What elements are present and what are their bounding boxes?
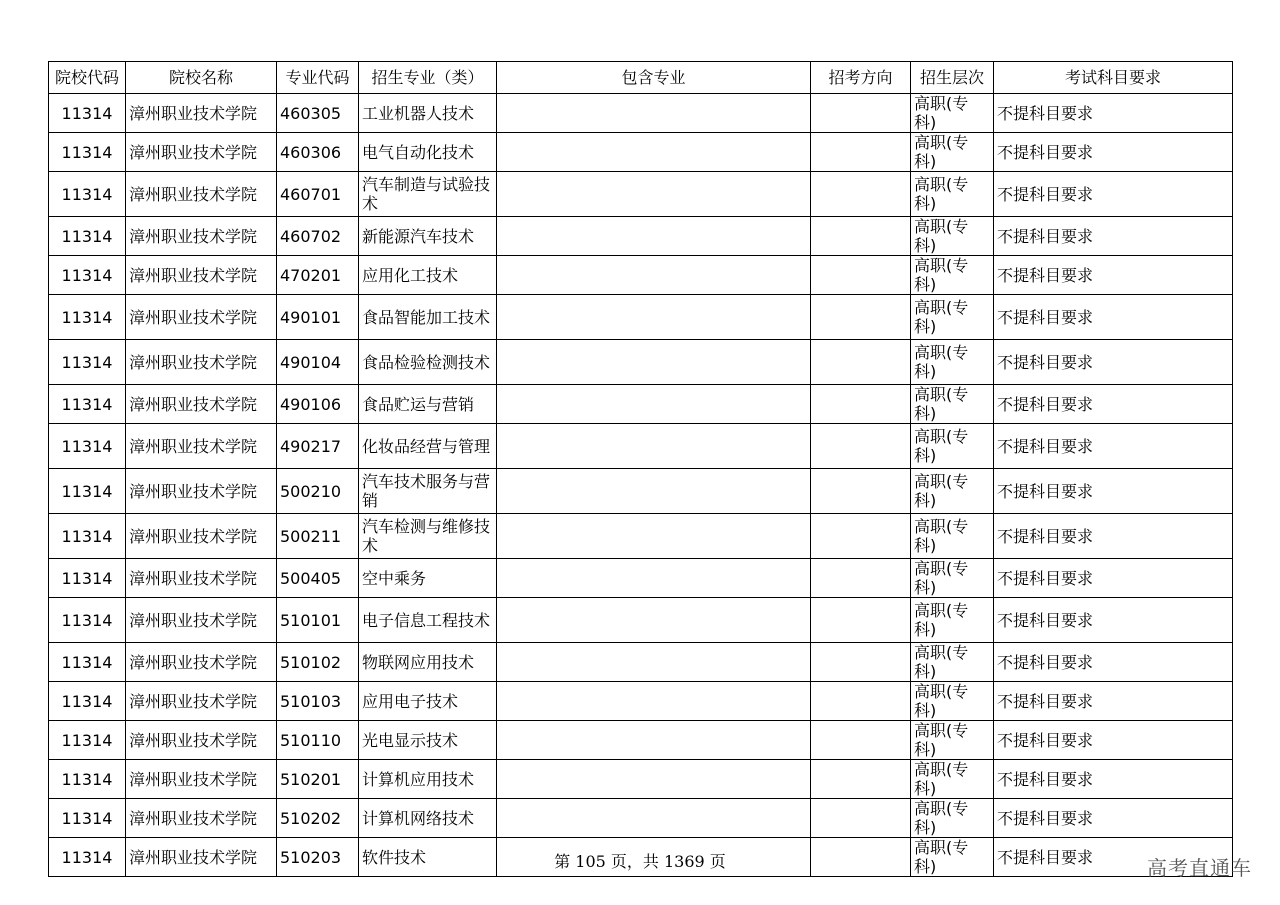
cell-included-majors bbox=[497, 559, 811, 598]
cell-school-code: 11314 bbox=[49, 721, 126, 760]
cell-level: 高职(专科) bbox=[911, 559, 994, 598]
cell-school-name: 漳州职业技术学院 bbox=[126, 172, 277, 217]
cell-school-name: 漳州职业技术学院 bbox=[126, 721, 277, 760]
cell-school-name: 漳州职业技术学院 bbox=[126, 514, 277, 559]
cell-requirement: 不提科目要求 bbox=[994, 172, 1233, 217]
cell-requirement: 不提科目要求 bbox=[994, 256, 1233, 295]
cell-direction bbox=[811, 799, 911, 838]
table-row bbox=[49, 469, 1233, 514]
cell-level: 高职(专科) bbox=[911, 424, 994, 469]
cell-major: 化妆品经营与管理 bbox=[359, 424, 497, 469]
cell-school-name: 漳州职业技术学院 bbox=[126, 559, 277, 598]
cell-direction bbox=[811, 295, 911, 340]
cell-included-majors bbox=[497, 217, 811, 256]
cell-requirement: 不提科目要求 bbox=[994, 424, 1233, 469]
table-row bbox=[49, 172, 1233, 217]
cell-school-code: 11314 bbox=[49, 682, 126, 721]
cell-school-name: 漳州职业技术学院 bbox=[126, 340, 277, 385]
table-row bbox=[49, 514, 1233, 559]
cell-major: 电气自动化技术 bbox=[359, 133, 497, 172]
cell-included-majors bbox=[497, 598, 811, 643]
cell-major-code: 460702 bbox=[277, 217, 359, 256]
cell-direction bbox=[811, 559, 911, 598]
cell-direction bbox=[811, 598, 911, 643]
cell-level: 高职(专科) bbox=[911, 133, 994, 172]
cell-major: 应用化工技术 bbox=[359, 256, 497, 295]
table-row bbox=[49, 217, 1233, 256]
header-direction: 招考方向 bbox=[811, 62, 911, 94]
cell-direction bbox=[811, 424, 911, 469]
table-row bbox=[49, 424, 1233, 469]
cell-requirement: 不提科目要求 bbox=[994, 469, 1233, 514]
header-school-name: 院校名称 bbox=[126, 62, 277, 94]
cell-level: 高职(专科) bbox=[911, 760, 994, 799]
cell-major: 物联网应用技术 bbox=[359, 643, 497, 682]
header-included-majors: 包含专业 bbox=[497, 62, 811, 94]
table-row bbox=[49, 760, 1233, 799]
cell-included-majors bbox=[497, 682, 811, 721]
cell-major: 应用电子技术 bbox=[359, 682, 497, 721]
cell-major: 电子信息工程技术 bbox=[359, 598, 497, 643]
table-row bbox=[49, 721, 1233, 760]
cell-major: 汽车检测与维修技术 bbox=[359, 514, 497, 559]
cell-direction bbox=[811, 133, 911, 172]
cell-major-code: 460701 bbox=[277, 172, 359, 217]
cell-major: 软件技术 bbox=[359, 838, 497, 877]
cell-requirement: 不提科目要求 bbox=[994, 133, 1233, 172]
cell-requirement: 不提科目要求 bbox=[994, 559, 1233, 598]
cell-level: 高职(专科) bbox=[911, 172, 994, 217]
cell-school-name: 漳州职业技术学院 bbox=[126, 682, 277, 721]
header-major-code: 专业代码 bbox=[277, 62, 359, 94]
cell-included-majors bbox=[497, 133, 811, 172]
cell-level: 高职(专科) bbox=[911, 469, 994, 514]
cell-major-code: 500405 bbox=[277, 559, 359, 598]
cell-requirement: 不提科目要求 bbox=[994, 799, 1233, 838]
cell-school-code: 11314 bbox=[49, 838, 126, 877]
cell-included-majors bbox=[497, 385, 811, 424]
cell-major-code: 510203 bbox=[277, 838, 359, 877]
cell-requirement: 不提科目要求 bbox=[994, 94, 1233, 133]
cell-requirement: 不提科目要求 bbox=[994, 385, 1233, 424]
table-row bbox=[49, 682, 1233, 721]
cell-major-code: 510103 bbox=[277, 682, 359, 721]
header-requirement: 考试科目要求 bbox=[994, 62, 1233, 94]
cell-school-name: 漳州职业技术学院 bbox=[126, 424, 277, 469]
table-row bbox=[49, 799, 1233, 838]
table-row bbox=[49, 133, 1233, 172]
cell-level: 高职(专科) bbox=[911, 682, 994, 721]
cell-requirement: 不提科目要求 bbox=[994, 760, 1233, 799]
cell-requirement: 不提科目要求 bbox=[994, 682, 1233, 721]
cell-school-code: 11314 bbox=[49, 514, 126, 559]
table-row bbox=[49, 559, 1233, 598]
table-body bbox=[49, 94, 1233, 877]
cell-school-code: 11314 bbox=[49, 424, 126, 469]
cell-major: 光电显示技术 bbox=[359, 721, 497, 760]
cell-included-majors bbox=[497, 799, 811, 838]
cell-included-majors bbox=[497, 340, 811, 385]
cell-direction bbox=[811, 94, 911, 133]
cell-level: 高职(专科) bbox=[911, 514, 994, 559]
cell-direction bbox=[811, 643, 911, 682]
cell-included-majors bbox=[497, 514, 811, 559]
cell-school-code: 11314 bbox=[49, 340, 126, 385]
cell-direction bbox=[811, 385, 911, 424]
cell-level: 高职(专科) bbox=[911, 721, 994, 760]
cell-major: 食品检验检测技术 bbox=[359, 340, 497, 385]
table-row bbox=[49, 340, 1233, 385]
cell-requirement: 不提科目要求 bbox=[994, 217, 1233, 256]
header-school-code: 院校代码 bbox=[49, 62, 126, 94]
cell-level: 高职(专科) bbox=[911, 385, 994, 424]
cell-major-code: 510102 bbox=[277, 643, 359, 682]
cell-school-code: 11314 bbox=[49, 799, 126, 838]
cell-school-name: 漳州职业技术学院 bbox=[126, 469, 277, 514]
cell-direction bbox=[811, 682, 911, 721]
page-footer: 第 105 页，共 1369 页 bbox=[554, 852, 726, 871]
table-row bbox=[49, 385, 1233, 424]
cell-included-majors bbox=[497, 295, 811, 340]
cell-level: 高职(专科) bbox=[911, 340, 994, 385]
cell-level: 高职(专科) bbox=[911, 643, 994, 682]
cell-requirement: 不提科目要求 bbox=[994, 514, 1233, 559]
cell-direction bbox=[811, 340, 911, 385]
cell-major: 食品智能加工技术 bbox=[359, 295, 497, 340]
header-major: 招生专业（类） bbox=[359, 62, 497, 94]
cell-included-majors bbox=[497, 424, 811, 469]
cell-requirement: 不提科目要求 bbox=[994, 643, 1233, 682]
cell-level: 高职(专科) bbox=[911, 94, 994, 133]
cell-school-name: 漳州职业技术学院 bbox=[126, 94, 277, 133]
cell-direction bbox=[811, 469, 911, 514]
cell-school-code: 11314 bbox=[49, 256, 126, 295]
cell-school-name: 漳州职业技术学院 bbox=[126, 133, 277, 172]
cell-direction bbox=[811, 514, 911, 559]
cell-major: 汽车技术服务与营销 bbox=[359, 469, 497, 514]
cell-major: 工业机器人技术 bbox=[359, 94, 497, 133]
cell-level: 高职(专科) bbox=[911, 598, 994, 643]
cell-school-name: 漳州职业技术学院 bbox=[126, 760, 277, 799]
cell-included-majors bbox=[497, 469, 811, 514]
cell-school-code: 11314 bbox=[49, 133, 126, 172]
cell-major-code: 510101 bbox=[277, 598, 359, 643]
cell-school-code: 11314 bbox=[49, 643, 126, 682]
cell-major: 计算机应用技术 bbox=[359, 760, 497, 799]
cell-major: 食品贮运与营销 bbox=[359, 385, 497, 424]
cell-level: 高职(专科) bbox=[911, 256, 994, 295]
cell-included-majors bbox=[497, 172, 811, 217]
watermark: 高考直通车 bbox=[1147, 856, 1252, 880]
table-row bbox=[49, 256, 1233, 295]
cell-school-code: 11314 bbox=[49, 217, 126, 256]
cell-level: 高职(专科) bbox=[911, 217, 994, 256]
cell-major: 空中乘务 bbox=[359, 559, 497, 598]
cell-school-name: 漳州职业技术学院 bbox=[126, 256, 277, 295]
cell-school-code: 11314 bbox=[49, 172, 126, 217]
cell-major-code: 490106 bbox=[277, 385, 359, 424]
header-level: 招生层次 bbox=[911, 62, 994, 94]
cell-major-code: 490217 bbox=[277, 424, 359, 469]
cell-included-majors bbox=[497, 721, 811, 760]
cell-major-code: 510110 bbox=[277, 721, 359, 760]
table-row bbox=[49, 598, 1233, 643]
cell-included-majors bbox=[497, 643, 811, 682]
cell-school-name: 漳州职业技术学院 bbox=[126, 838, 277, 877]
cell-included-majors bbox=[497, 94, 811, 133]
cell-direction bbox=[811, 256, 911, 295]
cell-major: 汽车制造与试验技术 bbox=[359, 172, 497, 217]
cell-requirement: 不提科目要求 bbox=[994, 838, 1233, 877]
cell-direction bbox=[811, 172, 911, 217]
cell-level: 高职(专科) bbox=[911, 295, 994, 340]
table-row bbox=[49, 94, 1233, 133]
cell-direction bbox=[811, 760, 911, 799]
cell-major-code: 460305 bbox=[277, 94, 359, 133]
cell-school-code: 11314 bbox=[49, 559, 126, 598]
cell-major-code: 500211 bbox=[277, 514, 359, 559]
cell-level: 高职(专科) bbox=[911, 838, 994, 877]
cell-direction bbox=[811, 217, 911, 256]
cell-major-code: 510201 bbox=[277, 760, 359, 799]
cell-requirement: 不提科目要求 bbox=[994, 340, 1233, 385]
cell-school-name: 漳州职业技术学院 bbox=[126, 643, 277, 682]
cell-school-name: 漳州职业技术学院 bbox=[126, 799, 277, 838]
cell-level: 高职(专科) bbox=[911, 799, 994, 838]
cell-requirement: 不提科目要求 bbox=[994, 721, 1233, 760]
cell-school-code: 11314 bbox=[49, 760, 126, 799]
cell-school-code: 11314 bbox=[49, 469, 126, 514]
cell-school-name: 漳州职业技术学院 bbox=[126, 598, 277, 643]
cell-school-code: 11314 bbox=[49, 385, 126, 424]
table-row bbox=[49, 295, 1233, 340]
cell-requirement: 不提科目要求 bbox=[994, 295, 1233, 340]
admission-table bbox=[48, 61, 1233, 877]
cell-school-name: 漳州职业技术学院 bbox=[126, 295, 277, 340]
cell-school-code: 11314 bbox=[49, 598, 126, 643]
cell-major-code: 490101 bbox=[277, 295, 359, 340]
cell-school-name: 漳州职业技术学院 bbox=[126, 385, 277, 424]
cell-major-code: 460306 bbox=[277, 133, 359, 172]
cell-included-majors bbox=[497, 760, 811, 799]
cell-school-code: 11314 bbox=[49, 94, 126, 133]
header-row bbox=[49, 62, 1233, 94]
cell-requirement: 不提科目要求 bbox=[994, 598, 1233, 643]
cell-major: 新能源汽车技术 bbox=[359, 217, 497, 256]
cell-major-code: 500210 bbox=[277, 469, 359, 514]
cell-included-majors bbox=[497, 256, 811, 295]
cell-major-code: 490104 bbox=[277, 340, 359, 385]
cell-school-name: 漳州职业技术学院 bbox=[126, 217, 277, 256]
cell-school-code: 11314 bbox=[49, 295, 126, 340]
cell-direction bbox=[811, 721, 911, 760]
cell-major: 计算机网络技术 bbox=[359, 799, 497, 838]
table-row bbox=[49, 643, 1233, 682]
cell-major-code: 470201 bbox=[277, 256, 359, 295]
cell-major-code: 510202 bbox=[277, 799, 359, 838]
